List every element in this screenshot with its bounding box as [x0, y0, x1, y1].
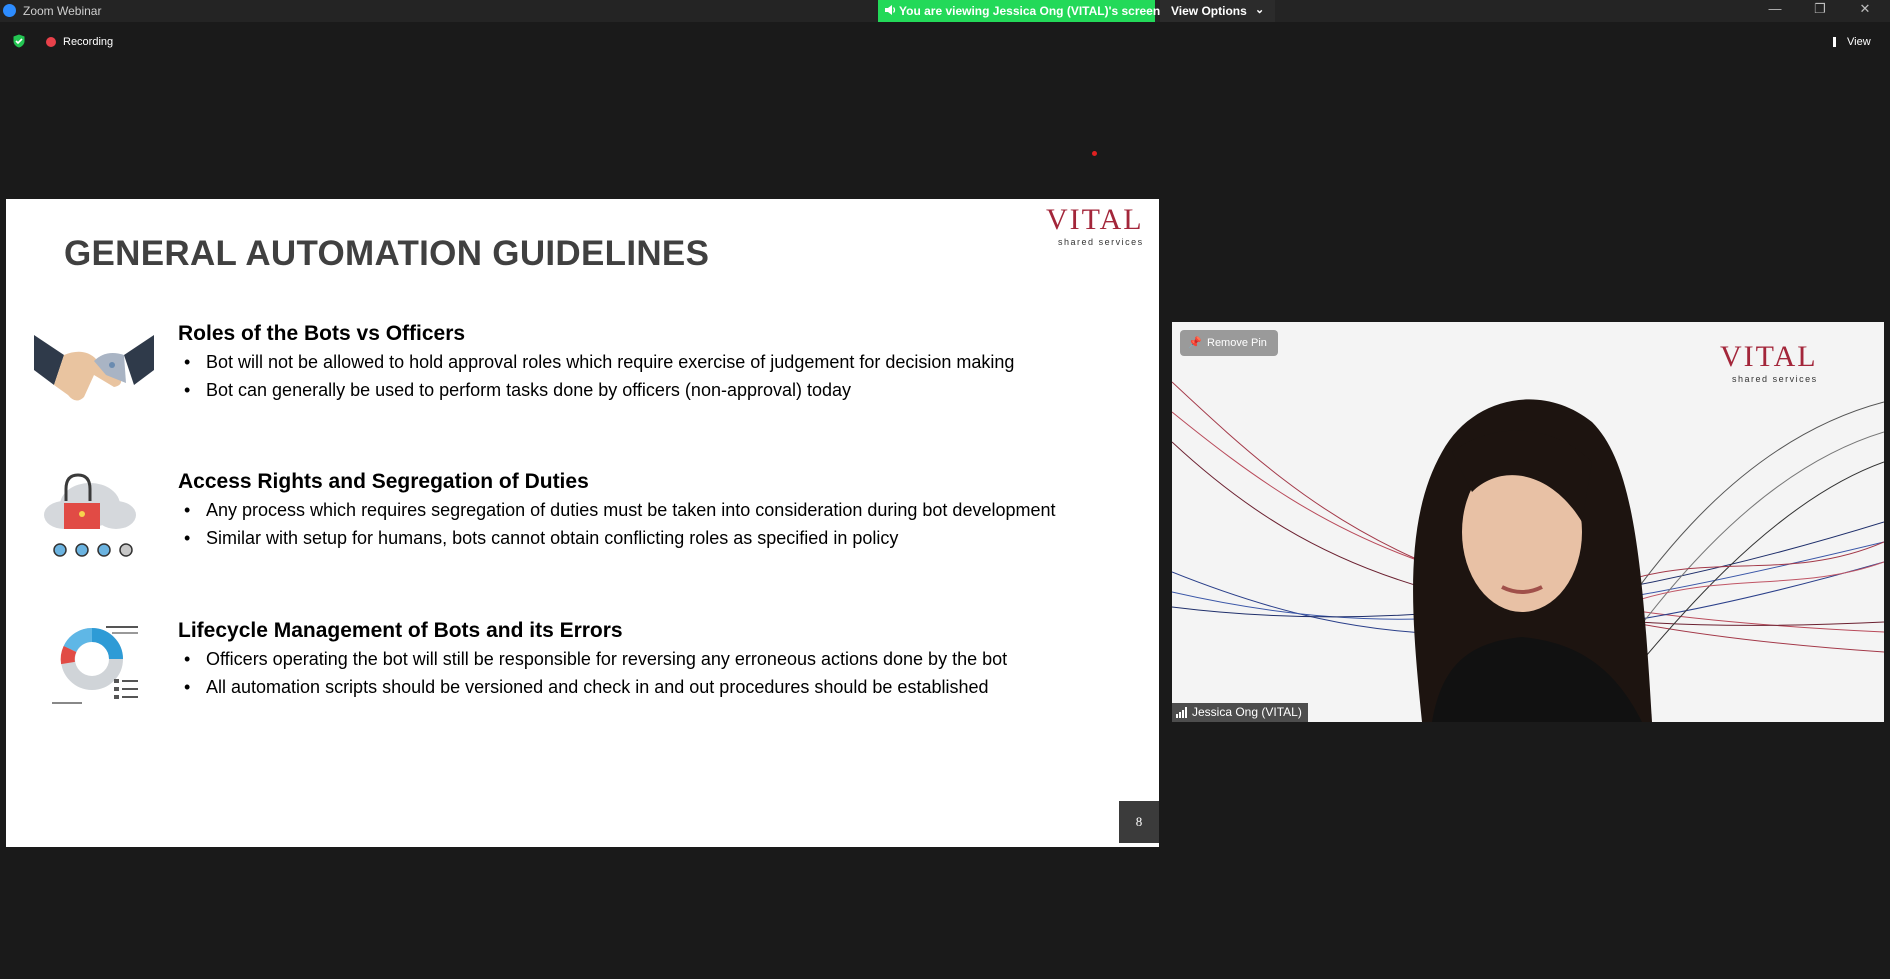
section-heading: Access Rights and Segregation of Duties: [178, 470, 589, 493]
bullet-item: • Officers operating the bot will still be responsible for reversing any erroneous actions done by the bot: [178, 649, 1007, 677]
background-vital-logo: [1720, 342, 1818, 384]
chevron-down-icon: ⌄: [1255, 4, 1265, 16]
lifecycle-chart-icon: [52, 619, 144, 711]
view-options-dropdown[interactable]: [1160, 0, 1275, 22]
brand-name: VITAL: [1046, 203, 1144, 236]
section-heading: Roles of the Bots vs Officers: [178, 322, 466, 345]
section-lifecycle: [178, 619, 1007, 705]
slide-page-number: 8: [1119, 801, 1159, 843]
speaker-icon: [884, 3, 896, 20]
section-access-rights: [178, 470, 1056, 556]
window-title: Zoom Webinar: [23, 4, 102, 18]
section-heading: Lifecycle Management of Bots and its Errors: [178, 619, 623, 642]
bullet-item: • Any process which requires segregation of duties must be taken into consideration during bot development: [178, 500, 1056, 528]
recording-label[interactable]: Recording: [63, 36, 114, 48]
bullet-item: • Bot will not be allowed to hold approval roles which require exercise of judgement for decision making: [178, 352, 1014, 380]
bullet-item: • Similar with setup for humans, bots cannot obtain conflicting roles as specified in policy: [178, 528, 1056, 556]
vital-logo: [1046, 205, 1144, 247]
section-roles: [178, 322, 1014, 408]
view-button-label: View: [1847, 36, 1871, 48]
shared-screen-slide: [6, 199, 1159, 847]
zoom-logo-icon: [3, 4, 16, 17]
remove-pin-label: Remove Pin: [1207, 337, 1267, 349]
remove-pin-button[interactable]: [1180, 330, 1278, 356]
handshake-icon: [34, 325, 154, 415]
background-brand-subtitle: shared services: [1732, 374, 1818, 384]
window-titlebar: [0, 0, 1890, 22]
encryption-shield-icon[interactable]: [12, 34, 26, 48]
share-banner-text: You are viewing Jessica Ong (VITAL)'s screen: [899, 4, 1161, 18]
restore-icon[interactable]: ❐: [1814, 1, 1826, 16]
bullet-item: • Bot can generally be used to perform tasks done by officers (non-approval) today: [178, 380, 1014, 408]
pin-icon: 📌: [1188, 337, 1202, 349]
participant-video-tile[interactable]: [1172, 322, 1884, 722]
bullet-item: • All automation scripts should be versioned and check in and out procedures should be established: [178, 677, 1007, 705]
view-button[interactable]: [1823, 32, 1878, 52]
minimize-icon[interactable]: —: [1768, 1, 1782, 16]
annotation-pointer: [1092, 151, 1097, 156]
slide-title: GENERAL AUTOMATION GUIDELINES: [64, 234, 710, 273]
view-layout-icon: [1833, 37, 1842, 47]
signal-strength-icon: [1176, 707, 1188, 718]
background-brand-name: VITAL: [1720, 340, 1818, 373]
cloud-lock-icon: [42, 467, 142, 563]
participant-name-tag: [1172, 703, 1308, 722]
screen-share-banner: [878, 0, 1161, 22]
recording-indicator-icon[interactable]: [46, 37, 56, 47]
brand-subtitle: shared services: [1058, 237, 1144, 247]
close-icon[interactable]: ✕: [1859, 1, 1871, 16]
view-options-label: View Options: [1171, 4, 1247, 18]
participant-name: Jessica Ong (VITAL): [1192, 705, 1302, 719]
